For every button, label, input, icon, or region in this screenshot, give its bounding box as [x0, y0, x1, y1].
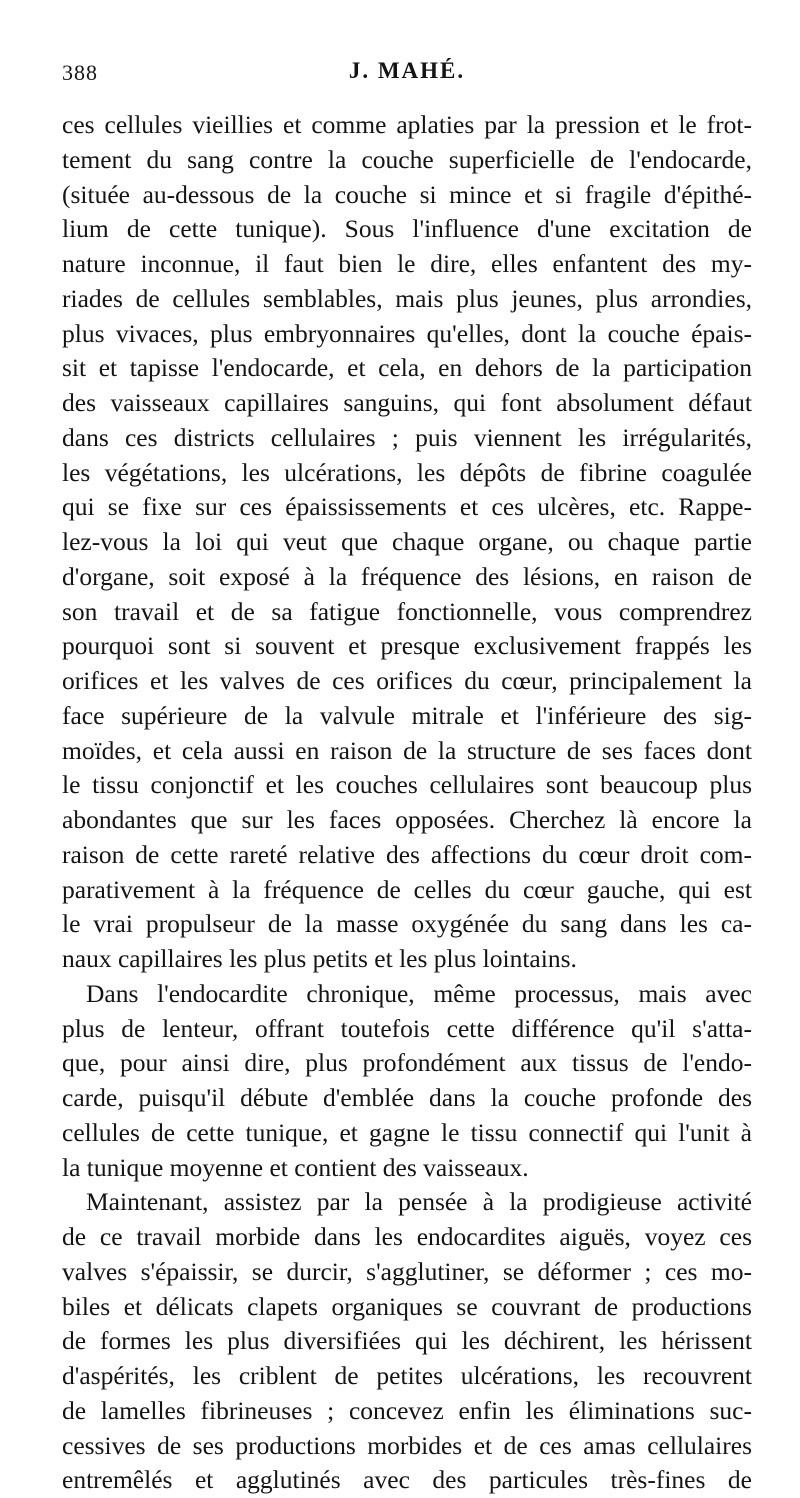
text-line: biles et délicats clapets organiques se couvrant de productions: [62, 1291, 752, 1321]
text-line: les végétations, les ulcérations, les dépôts de fibrine coagulée: [62, 457, 752, 487]
body-text: [62, 108, 752, 1498]
text-line: sit et tapisse l'endocarde, et cela, en dehors de la participation: [62, 353, 752, 383]
text-line: pourquoi sont si souvent et presque exclusivement frappés les: [62, 631, 752, 661]
text-line: cellules de cette tunique, et gagne le tissu connectif qui l'unit à: [62, 1117, 752, 1147]
text-line: parativement à la fréquence de celles du cœur gauche, qui est: [62, 874, 752, 904]
text-line: cessives de ses productions morbides et de ces amas cellulaires: [62, 1430, 752, 1460]
text-line: de ce travail morbide dans les endocardites aiguës, voyez ces: [62, 1222, 752, 1251]
text-line: abondantes que sur les faces opposées. Cherchez là encore la: [62, 805, 752, 834]
text-line: qui se fixe sur ces épaississements et ces ulcères, etc. Rappe-: [62, 492, 752, 522]
paragraph-first-line: Maintenant, assistez par la pensée à la prodigieuse activité: [86, 1187, 752, 1217]
paragraph-first-line: Dans l'endocardite chronique, même processus, mais avec: [86, 978, 752, 1008]
text-line: carde, puisqu'il débute d'emblée dans la couche profonde des: [62, 1083, 752, 1112]
text-line: moïdes, et cela aussi en raison de la structure de ses faces dont: [62, 735, 752, 765]
text-line: tement du sang contre la couche superficielle de l'endocarde,: [62, 144, 752, 174]
text-line: de formes les plus diversifiées qui les déchirent, les hérissent: [62, 1326, 752, 1356]
text-line: nature inconnue, il faut bien le dire, elles enfantent des my-: [62, 249, 752, 278]
text-line: le vrai propulseur de la masse oxygénée du sang dans les ca-: [62, 909, 752, 939]
text-line: lium de cette tunique). Sous l'influence d'une excitation de: [62, 214, 752, 244]
text-line: (située au-dessous de la couche si mince et si fragile d'épithé-: [62, 179, 752, 209]
text-line: orifices et les valves de ces orifices du cœur, principalement la: [62, 666, 752, 695]
text-line: des vaisseaux capillaires sanguins, qui font absolument défaut: [62, 388, 752, 417]
paragraph-last-line: naux capillaires les plus petits et les plus lointains.: [62, 944, 577, 973]
text-line: d'aspérités, les criblent de petites ulcérations, les recouvrent: [62, 1361, 752, 1390]
paragraph-last-line: la tunique moyenne et contient des vaisseaux.: [62, 1152, 529, 1182]
page-header: [62, 58, 752, 92]
text-line: ces cellules vieillies et comme aplaties par la pression et le frot-: [62, 110, 752, 139]
text-line: d'organe, soit exposé à la fréquence des lésions, en raison de: [62, 561, 752, 591]
text-line: raison de cette rareté relative des affections du cœur droit com-: [62, 839, 752, 869]
text-line: riades de cellules semblables, mais plus jeunes, plus arrondies,: [62, 283, 752, 313]
text-line: face supérieure de la valvule mitrale et l'inférieure des sig-: [62, 700, 752, 730]
text-line: le tissu conjonctif et les couches cellulaires sont beaucoup plus: [62, 770, 752, 800]
text-line: dans ces districts cellulaires ; puis viennent les irrégularités,: [62, 422, 752, 452]
text-line: son travail et de sa fatigue fonctionnelle, vous comprendrez: [62, 596, 752, 626]
text-line: entremêlés et agglutinés avec des particules très-fines de: [62, 1465, 752, 1495]
text-line: que, pour ainsi dire, plus profondément aux tissus de l'endo-: [62, 1048, 752, 1078]
text-line: plus de lenteur, offrant toutefois cette différence qu'il s'atta-: [62, 1013, 752, 1043]
running-head: J. MAHÉ.: [348, 58, 466, 83]
page-number: 388: [62, 60, 98, 85]
text-line: lez-vous la loi qui veut que chaque organe, ou chaque partie: [62, 527, 752, 556]
text-line: de lamelles fibrineuses ; concevez enfin les éliminations suc-: [62, 1395, 752, 1425]
text-line: plus vivaces, plus embryonnaires qu'elles, dont la couche épais-: [62, 318, 752, 348]
text-line: valves s'épaissir, se durcir, s'agglutiner, se déformer ; ces mo-: [62, 1256, 752, 1286]
